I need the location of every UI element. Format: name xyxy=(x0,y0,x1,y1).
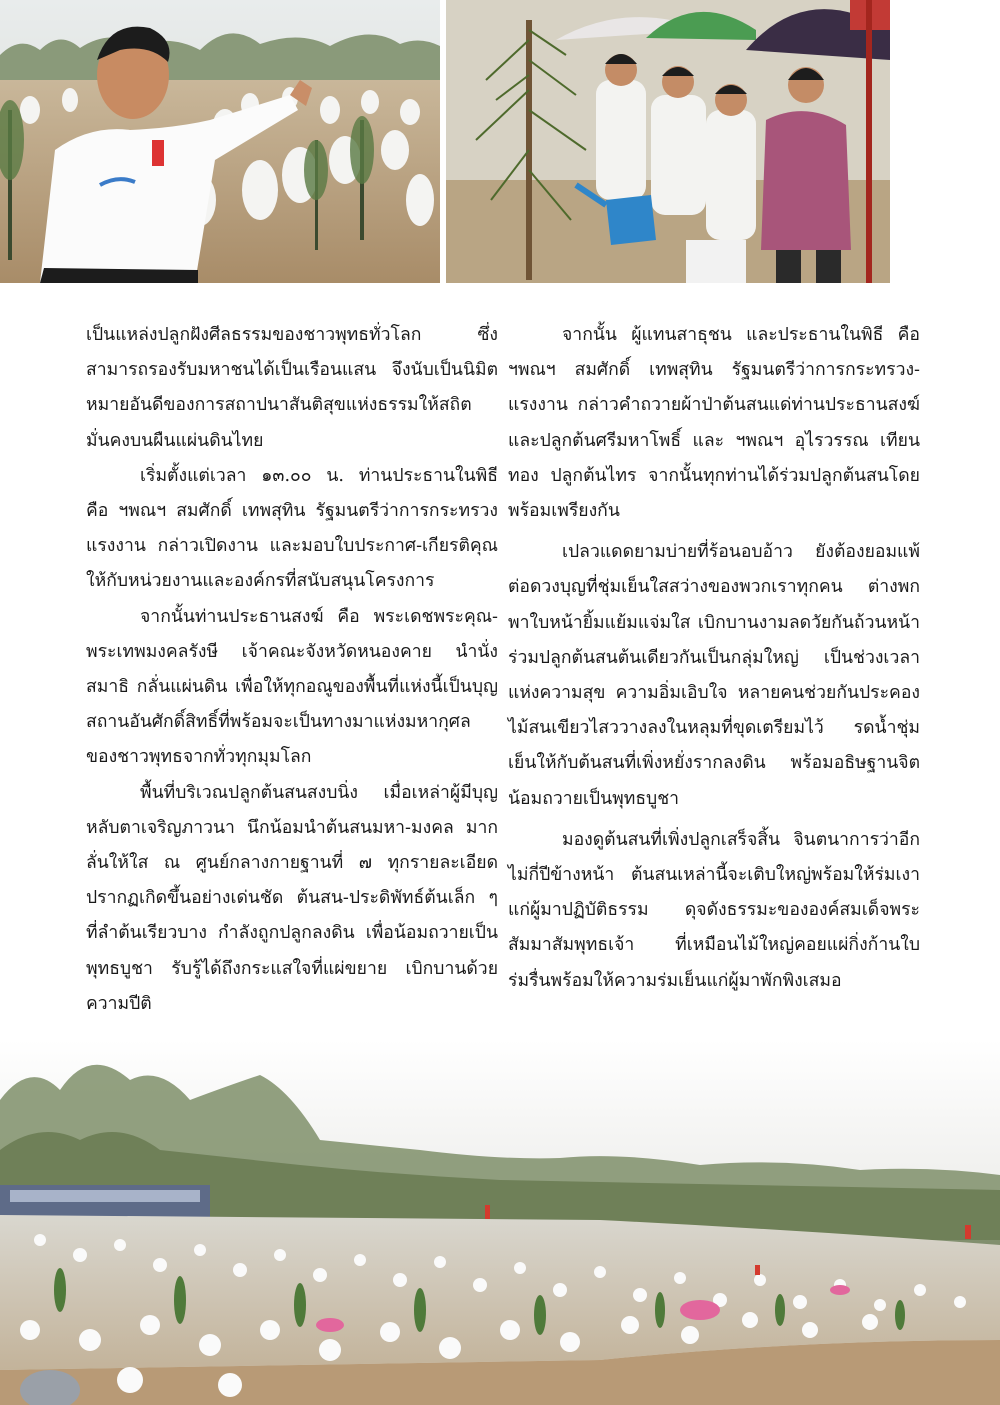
paragraph-future-shade: มองดูต้นสนที่เพิ่งปลูกเสร็จสิ้น จินตนาการว่าอีกไม่กี่ปีข้างหน้า ต้นสนเหล่านี้จะเติบใหญ่พร้อมให้ร่มเงาแก่ผู้มาปฏิบัติธรรม ดุจดังธรรมะขององค์สมเด็จพระสัมมาสัมพุทธเจ้า ที่เหมือนไม้ใหญ่คอยแผ่กิ่งก้านใบร่มรื่นพร้อมให้ความร่มเย็นแก่ผู้มาพักพิงเสมอ xyxy=(508,829,920,991)
photo-crowd-panorama xyxy=(0,1040,1000,1405)
paragraph-planting-area: พื้นที่บริเวณปลูกต้นสนสงบนิ่ง เมื่อเหล่าผู้มีบุญหลับตาเจริญภาวนา นึกน้อมนำต้นสนมหา-มงคล มากลั่นให้ใส ณ ศูนย์กลางกายฐานที่ ๗ ทุกรายละเอียดปรากฏเกิดขึ้นอย่างเด่นชัด ต้นสน-ประดิพัทธ์ต้นเล็ก ๆ ที่ลำต้นเรียวบาง กำลังถูกปลูกลงดิน เพื่อน้อมถวายเป็นพุทธบูชา รับรู้ได้ถึงกระแสใจที่แผ่ขยาย เบิกบานด้วยความปีติ xyxy=(86,782,498,1014)
photo-watering-tree xyxy=(446,0,890,283)
photo-man-pointing xyxy=(0,0,440,283)
photo-man-pointing-graphic xyxy=(0,0,440,283)
article-left-column xyxy=(86,318,498,1022)
article-right-column xyxy=(508,318,920,999)
paragraph-intro: เป็นแหล่งปลูกฝังศีลธรรมของชาวพุทธทั่วโลก ซึ่งสามารถรองรับมหาชนได้เป็นเรือนแสน จึงนับเป็นนิมิตหมายอันดีของการสถาปนาสันติสุขแห่งธรรมให้สถิตมั่นคงบนผืนแผ่นดินไทย xyxy=(86,325,498,451)
paragraph-meditation: จากนั้นท่านประธานสงฆ์ คือ พระเดชพระคุณ-พระเทพมงคลรังษี เจ้าคณะจังหวัดหนองคาย นำนั่งสมาธิ กลั่นแผ่นดิน เพื่อให้ทุกอณูของพื้นที่แห่งนี้เป็นบุญสถานอันศักดิ์สิทธิ์ที่พร้อมจะเป็นทางมาแห่งมหากุศลของชาวพุทธจากทั่วทุกมุมโลก xyxy=(86,606,498,768)
photo-crowd-panorama-graphic xyxy=(0,1040,1000,1405)
paragraph-afternoon-sun: เปลวแดดยามบ่ายที่ร้อนอบอ้าว ยังต้องยอมแพ้ต่อดวงบุญที่ชุ่มเย็นใสสว่างของพวกเราทุกคน ต่างพกพาใบหน้ายิ้มแย้มแจ่มใส เบิกบานงามลดวัยกันถ้วนหน้า ร่วมปลูกต้นสนต้นเดียวกันเป็นกลุ่มใหญ่ เป็นช่วงเวลาแห่งความสุข ความอิ่มเอิบใจ หลายคนช่วยกันประคองไม้สนเขียวไสววางลงในหลุมที่ขุดเตรียมไว้ รดน้ำชุ่มเย็นให้กับต้นสนที่เพิ่งหยั่งรากลงดิน พร้อมอธิษฐานจิตน้อมถวายเป็นพุทธบูชา xyxy=(508,542,920,809)
paragraph-offering: จากนั้น ผู้แทนสาธุชน และประธานในพิธี คือ ฯพณฯ สมศักดิ์ เทพสุทิน รัฐมนตรีว่าการกระทรวง-แรงงาน กล่าวคำถวายผ้าป่าต้นสนแด่ท่านประธานสงฆ์ และปลูกต้นศรีมหาโพธิ์ และ ฯพณฯ อุไรวรรณ เทียนทอง ปลูกต้นไทร จากนั้นทุกท่านได้ร่วมปลูกต้นสนโดยพร้อมเพรียงกัน xyxy=(508,325,920,522)
photo-watering-tree-graphic xyxy=(446,0,890,283)
paragraph-opening-ceremony: เริ่มตั้งแต่เวลา ๑๓.๐๐ น. ท่านประธานในพิธี คือ ฯพณฯ สมศักดิ์ เทพสุทิน รัฐมนตรีว่าการกระทรวงแรงงาน กล่าวเปิดงาน และมอบใบประกาศ-เกียรติคุณให้กับหน่วยงานและองค์กรที่สนับสนุนโครงการ xyxy=(86,465,498,592)
